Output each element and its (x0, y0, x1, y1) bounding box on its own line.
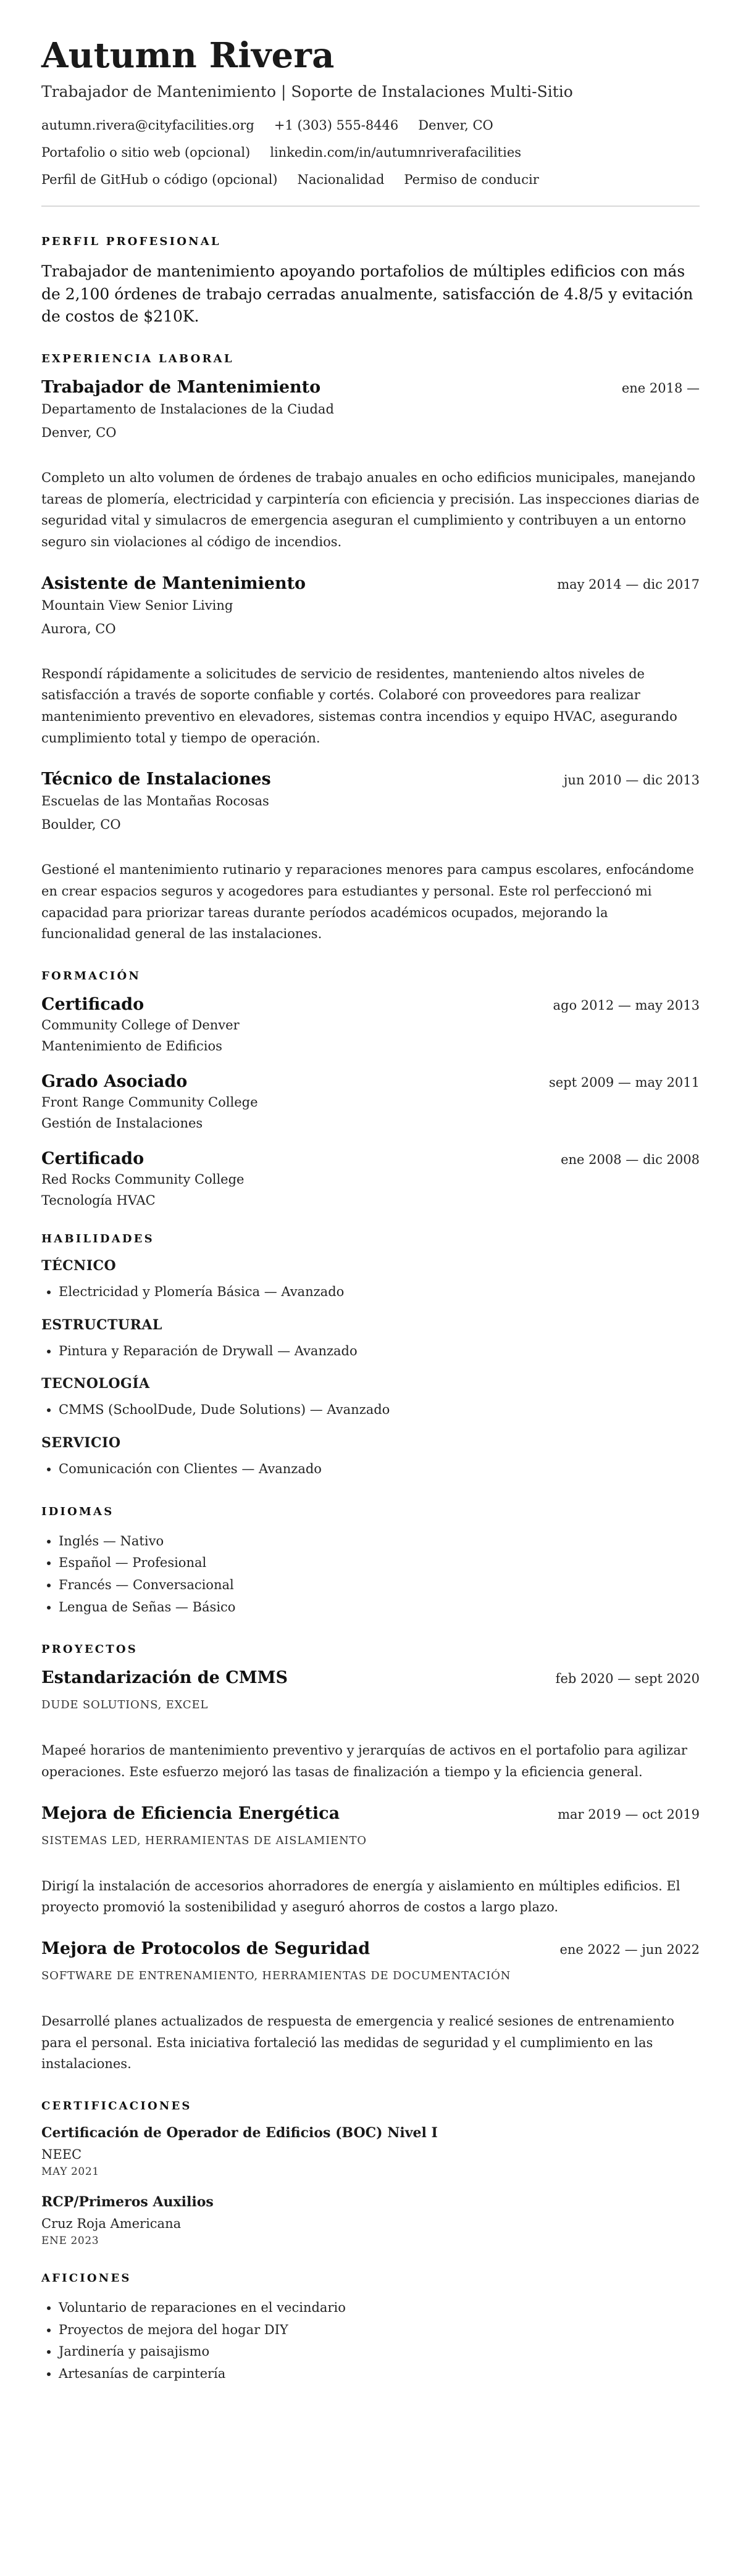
certifications-section (41, 2100, 700, 2247)
certification-entry (41, 2194, 700, 2247)
skill-group (41, 1376, 700, 1421)
contact-row-2 (41, 145, 700, 160)
summary-section (41, 235, 700, 328)
skill-item: • Pintura y Reparación de Drywall — Avanzado (59, 1340, 700, 1363)
skill-item: • CMMS (SchoolDude, Dude Solutions) — Avanzado (59, 1399, 700, 1421)
experience-entry (41, 770, 700, 945)
project-dates: mar 2019 — oct 2019 (558, 1806, 700, 1822)
education-dates: sept 2009 — may 2011 (549, 1074, 700, 1090)
certification-name: RCP/Primeros Auxilios (41, 2193, 214, 2210)
projects-section (41, 1643, 700, 2074)
project-description: Dirigí la instalación de accesorios ahorradores de energía y aislamiento en múltiples edificios. El proyecto promovió la sostenibilidad y aseguró ahorros de costos a largo plazo. (41, 1878, 680, 1915)
project-entry (41, 1668, 700, 1782)
skills-section (41, 1232, 700, 1481)
certification-issuer: NEEC (41, 2146, 82, 2162)
candidate-name: Autumn Rivera (41, 35, 335, 76)
hobbies-list (41, 2297, 700, 2385)
skill-category: TÉCNICO (41, 1257, 117, 1274)
nationality: Nacionalidad (297, 172, 385, 188)
project-name: Mejora de Eficiencia Energética (41, 1803, 340, 1823)
project-description: Mapeé horarios de mantenimiento preventivo y jerarquías de activos en el portafolio para agilizar operaciones. Este esfuerzo mejoró las tasas de finalización a tiempo y la eficiencia general. (41, 1743, 687, 1779)
job-location: Boulder, CO (41, 817, 121, 833)
project-name: Mejora de Protocolos de Seguridad (41, 1938, 371, 1958)
field-of-study: Gestión de Instalaciones (41, 1115, 203, 1131)
skill-category: TECNOLOGÍA (41, 1376, 150, 1392)
certification-date: MAY 2021 (41, 2165, 99, 2178)
hobby-item: • Jardinería y paisajismo (59, 2341, 700, 2363)
certification-issuer: Cruz Roja Americana (41, 2216, 182, 2231)
project-tech: SOFTWARE DE ENTRENAMIENTO, HERRAMIENTAS DE DOCUMENTACIÓN (41, 1969, 511, 1982)
skill-item: • Comunicación con Clientes — Avanzado (59, 1458, 700, 1481)
language-item: • Español — Profesional (59, 1552, 700, 1574)
school: Community College of Denver (41, 1017, 240, 1032)
job-location: Aurora, CO (41, 621, 116, 636)
job-dates: ene 2018 — (621, 381, 700, 396)
job-dates: jun 2010 — dic 2013 (563, 773, 700, 788)
education-entry (41, 995, 700, 1053)
language-item: • Francés — Conversacional (59, 1574, 700, 1597)
skill-group (41, 1435, 700, 1481)
email: autumn.rivera@cityfacilities.org (41, 118, 254, 133)
job-description: Completo un alto volumen de órdenes de trabajo anuales en ocho edificios municipales, manejando tareas de plomería, electricidad y carpintería con eficiencia y precisión. Las inspecciones diarias de seguridad vital y simulacros de emergencia aseguran el cumplimiento y contribuyen a un entorno seguro sin violaciones al código de incendios. (41, 470, 700, 550)
project-tech: DUDE SOLUTIONS, EXCEL (41, 1698, 209, 1712)
employer: Departamento de Instalaciones de la Ciudad (41, 402, 334, 417)
skill-category: SERVICIO (41, 1434, 121, 1451)
summary-text: Trabajador de mantenimiento apoyando portafolios de múltiples edificios con más de 2,100 órdenes de trabajo cerradas anualmente, satisfacción de 4.8/5 y evitación de costos de $210K. (41, 262, 693, 325)
hobby-item: • Voluntario de reparaciones en el vecindario (59, 2297, 700, 2319)
portfolio: Portafolio o sitio web (opcional) (41, 145, 251, 160)
employer: Mountain View Senior Living (41, 597, 233, 613)
job-title: Asistente de Mantenimiento (41, 573, 306, 593)
education-section (41, 970, 700, 1208)
headline: Trabajador de Mantenimiento | Soporte de Instalaciones Multi-Sitio (41, 83, 573, 101)
project-entry (41, 1804, 700, 1918)
hobby-item: • Proyectos de mejora del hogar DIY (59, 2319, 700, 2341)
language-item: • Inglés — Nativo (59, 1531, 700, 1553)
drivers-license: Permiso de conducir (404, 172, 539, 188)
section-title: PROYECTOS (41, 1643, 138, 1656)
skill-category: ESTRUCTURAL (41, 1316, 162, 1333)
education-entry (41, 1072, 700, 1131)
certification-name: Certificación de Operador de Edificios (BOC) Nivel I (41, 2124, 438, 2141)
job-description: Gestioné el mantenimiento rutinario y reparaciones menores para campus escolares, enfocándome en crear espacios seguros y acogedores para estudiantes y personal. Este rol perfeccionó mi capacidad para priorizar tareas durante períodos académicos ocupados, mejorando la funcionalidad general de las instalaciones. (41, 862, 694, 942)
language-item: • Lengua de Señas — Básico (59, 1597, 700, 1619)
employer: Escuelas de las Montañas Rocosas (41, 794, 269, 809)
certification-date: ENE 2023 (41, 2234, 99, 2247)
project-description: Desarrollé planes actualizados de respuesta de emergencia y realicé sesiones de entrenamiento para el personal. Esta iniciativa fortaleció las medidas de seguridad y el cumplimiento en las instalaciones. (41, 2013, 674, 2072)
section-title: PERFIL PROFESIONAL (41, 235, 221, 249)
job-dates: may 2014 — dic 2017 (557, 576, 700, 592)
section-title: HABILIDADES (41, 1232, 154, 1245)
school: Front Range Community College (41, 1094, 258, 1110)
contact-row-3 (41, 172, 700, 187)
field-of-study: Mantenimiento de Edificios (41, 1038, 222, 1053)
education-dates: ago 2012 — may 2013 (553, 997, 700, 1013)
location: Denver, CO (418, 118, 493, 133)
job-location: Denver, CO (41, 425, 117, 441)
contact-row-1 (41, 118, 700, 133)
languages-section (41, 1505, 700, 1619)
github: Perfil de GitHub o código (opcional) (41, 172, 278, 188)
field-of-study: Tecnología HVAC (41, 1192, 156, 1208)
degree: Grado Asociado (41, 1071, 188, 1091)
section-title: EXPERIENCIA LABORAL (41, 352, 234, 366)
school: Red Rocks Community College (41, 1171, 245, 1187)
degree: Certificado (41, 1149, 144, 1168)
certification-entry (41, 2125, 700, 2178)
resume-header (41, 36, 700, 187)
education-dates: ene 2008 — dic 2008 (561, 1152, 700, 1167)
section-title: AFICIONES (41, 2271, 132, 2285)
section-title: CERTIFICACIONES (41, 2099, 192, 2113)
phone: +1 (303) 555-8446 (274, 118, 399, 133)
hobbies-section (41, 2272, 700, 2385)
project-dates: feb 2020 — sept 2020 (555, 1671, 700, 1687)
experience-entry (41, 378, 700, 553)
project-name: Estandarización de CMMS (41, 1668, 288, 1688)
linkedin: linkedin.com/in/autumnriverafacilities (270, 145, 522, 160)
project-dates: ene 2022 — jun 2022 (559, 1942, 700, 1957)
degree: Certificado (41, 994, 144, 1014)
project-tech: SISTEMAS LED, HERRAMIENTAS DE AISLAMIENTO (41, 1834, 367, 1847)
languages-list (41, 1531, 700, 1619)
skill-group (41, 1317, 700, 1363)
education-entry (41, 1149, 700, 1208)
project-entry (41, 1939, 700, 2075)
experience-entry (41, 574, 700, 749)
section-title: FORMACIÓN (41, 969, 141, 983)
experience-section (41, 352, 700, 945)
header-divider (41, 206, 700, 207)
hobby-item: • Artesanías de carpintería (59, 2363, 700, 2385)
skill-item: • Electricidad y Plomería Básica — Avanzado (59, 1281, 700, 1303)
skill-group (41, 1258, 700, 1303)
job-description: Respondí rápidamente a solicitudes de servicio de residentes, manteniendo altos niveles de satisfacción a través de soporte confiable y cortés. Colaboré con proveedores para realizar mantenimiento preventivo en elevadores, sistemas contra incendios y equipo HVAC, asegurando cumplimiento total y tiempo de operación. (41, 666, 677, 746)
job-title: Técnico de Instalaciones (41, 770, 271, 789)
job-title: Trabajador de Mantenimiento (41, 378, 321, 397)
section-title: IDIOMAS (41, 1505, 114, 1518)
